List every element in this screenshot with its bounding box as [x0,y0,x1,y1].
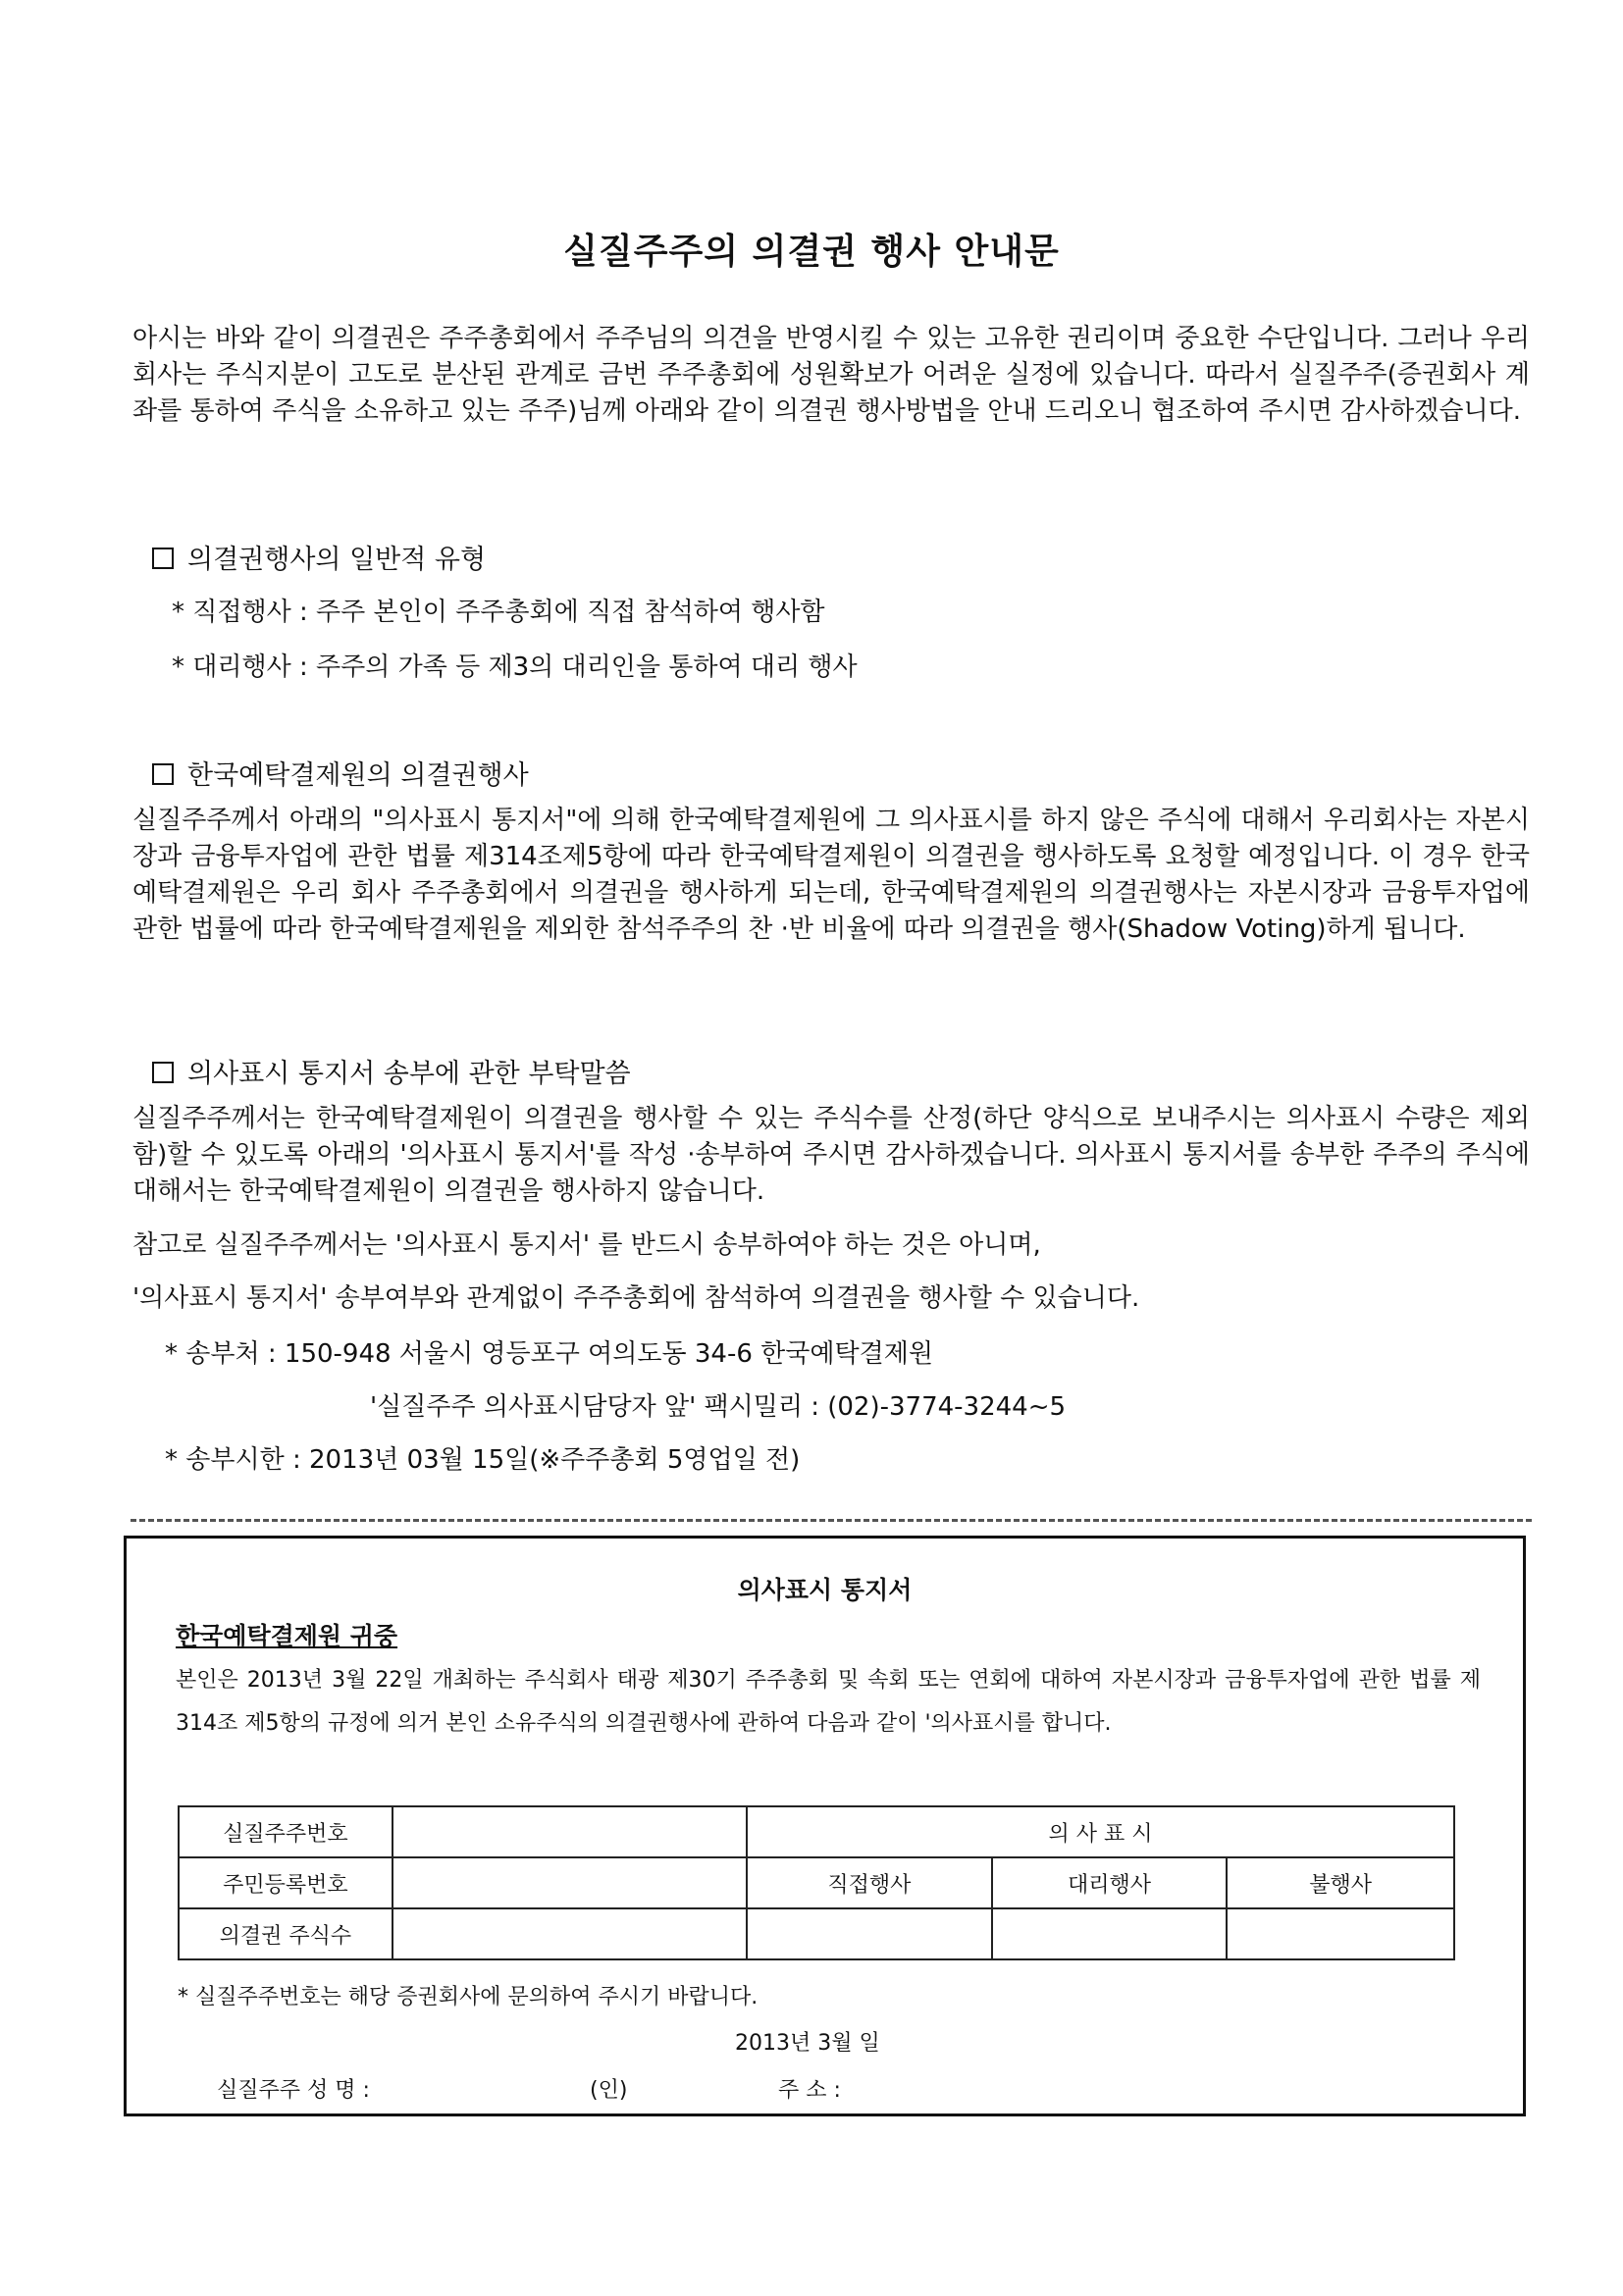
seal-label: (인) [590,2078,628,2103]
checkbox-square-icon [152,1062,174,1083]
intro-paragraph: 아시는 바와 같이 의결권은 주주총회에서 주주님의 의견을 반영시킬 수 있는 고유한 권리이며 중요한 수단입니다. 그러나 우리 회사는 주식지분이 고도로 분산된 관계로 금번 주주총회에 성원확보가 어려운 실정에 있습니다. 따라서 실질주주(증권회사 계좌를 통하여 주식을 소유하고 있는 주주)님께 아래와 같이 의결권 행사방법을 안내 드리오니 협조하여 주시면 감사하겠습니다. [132,324,1530,426]
proxy-shares-field[interactable] [992,1908,1228,1959]
proxy-exercise-item: * 대리행사 : 주주의 가족 등 제3의 대리인을 통하여 대리 행사 [172,652,858,682]
direct-exercise-item: * 직접행사 : 주주 본인이 주주총회에 직접 참석하여 행사함 [172,598,825,627]
section-heading: 의사표시 통지서 송부에 관한 부탁말씀 [187,1059,631,1089]
section-send-request [152,1052,631,1090]
label-resident-number: 주민등록번호 [179,1857,393,1908]
page-title: 실질주주의 의결권 행사 안내문 [563,232,1060,272]
checkbox-square-icon [152,763,174,785]
shareholder-number-field[interactable] [393,1806,747,1857]
address-label: 주 소 : [778,2078,841,2103]
intent-header: 의 사 표 시 [747,1806,1454,1857]
label-shareholder-number: 실질주주번호 [179,1806,393,1857]
send-request-paragraph: 실질주주께서는 한국예탁결제원이 의결권을 행사할 수 있는 주식수를 산정(하단 양식으로 보내주시는 의사표시 수량은 제외함)할 수 있도록 아래의 '의사표시 통지서'를 작성 ·송부하여 주시면 감사하겠습니다. 의사표시 통지서를 송부한 주주의 주식에 대해서는 한국예탁결제원이 의결권을 행사하지 않습니다. [132,1104,1530,1206]
option-direct: 직접행사 [747,1857,992,1908]
notice-form [124,1536,1526,2116]
form-title: 의사표시 통지서 [737,1576,913,1604]
form-date: 2013년 3월 일 [735,2031,880,2056]
name-label: 실질주주 성 명 : [217,2078,370,2103]
section-heading: 한국예탁결제원의 의결권행사 [187,760,529,791]
label-share-count: 의결권 주식수 [179,1908,393,1959]
cut-line [131,1519,1532,1522]
send-deadline: * 송부시한 : 2013년 03월 15일(※주주총회 5영업일 전) [165,1445,801,1475]
reference-line-1: 참고로 실질주주께서는 '의사표시 통지서' 를 반드시 송부하여야 하는 것은 아니며, [132,1230,1041,1260]
share-count-field[interactable] [393,1908,747,1959]
checkbox-square-icon [152,548,174,569]
direct-shares-field[interactable] [747,1908,992,1959]
form-note: * 실질주주번호는 해당 증권회사에 문의하여 주시기 바랍니다. [178,1985,759,2009]
section-ksd-voting [152,754,529,792]
ksd-voting-paragraph: 실질주주께서 아래의 "의사표시 통지서"에 의해 한국예탁결제원에 그 의사표시를 하지 않은 주식에 대해서 우리회사는 자본시장과 금융투자업에 관한 법률 제314조제5항에 따라 한국예탁결제원이 의결권을 행사하도록 요청할 예정입니다. 이 경우 한국예탁결제원은 우리 회사 주주총회에서 의결권을 행사하게 되는데, 한국예탁결제원의 의결권행사는 자본시장과 금융투자업에 관한 법률에 따라 한국예탁결제원을 제외한 참석주주의 찬 ·반 비율에 따라 의결권을 행사(Shadow Voting)하게 됩니다. [132,806,1530,944]
option-proxy: 대리행사 [992,1857,1228,1908]
form-body: 본인은 2013년 3월 22일 개최하는 주식회사 태광 제30기 주주총회 및 속회 또는 연회에 대하여 자본시장과 금융투자업에 관한 법률 제 314조 제5항의 규정에 의거 본인 소유주식의 의결권행사에 관하여 다음과 같이 '의사표시를 합니다. [176,1668,1481,1736]
option-none: 불행사 [1227,1857,1454,1908]
send-fax: '실질주주 의사표시담당자 앞' 팩시밀리 : (02)-3774-3244~5 [370,1392,1067,1422]
intent-table [178,1805,1455,1960]
section-general-types [152,538,486,576]
send-address: * 송부처 : 150-948 서울시 영등포구 여의도동 34-6 한국예탁결제원 [165,1339,933,1369]
form-addressee: 한국예탁결제원 귀중 [176,1622,398,1650]
no-vote-shares-field[interactable] [1227,1908,1454,1959]
reference-line-2: '의사표시 통지서' 송부여부와 관계없이 주주총회에 참석하여 의결권을 행사할 수 있습니다. [132,1283,1140,1313]
section-heading: 의결권행사의 일반적 유형 [187,545,487,575]
resident-number-field[interactable] [393,1857,747,1908]
